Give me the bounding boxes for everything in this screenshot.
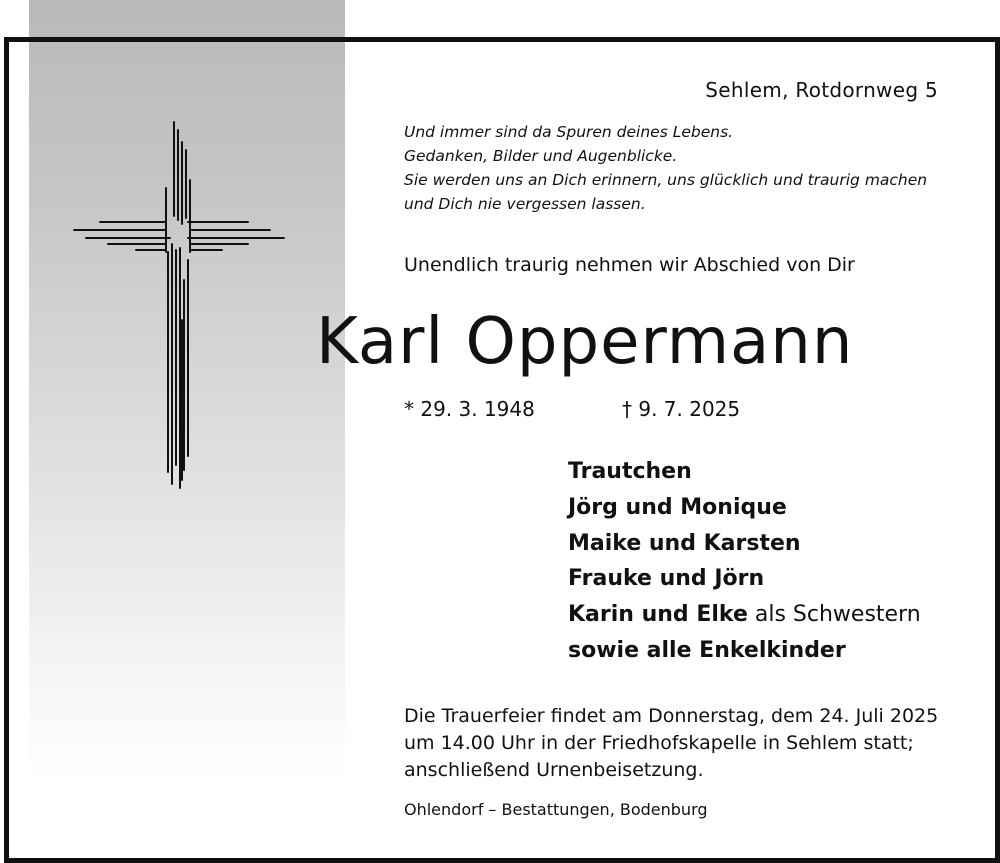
address: Sehlem, Rotdornweg 5 [705,78,938,102]
cross-icon [70,120,290,490]
service-line: Die Trauerfeier findet am Donnerstag, dem 24. Juli 2025 [404,705,939,727]
mourner-names: Karin und Elke [568,602,748,628]
service-details [404,703,938,784]
mourner-row [568,526,921,562]
mourner-relation: als Schwestern [747,602,921,628]
verse-line: Sie werden uns an Dich erinnern, uns glücklich und traurig machen [404,171,928,189]
mourners-list [568,454,921,669]
mourner-names: Maike und Karsten [568,530,801,556]
service-line: anschließend Urnenbeisetzung. [404,759,704,781]
mourner-names: Frauke und Jörn [568,566,765,592]
birth-date: * 29. 3. 1948 [404,397,535,421]
service-line: um 14.00 Uhr in der Friedhofskapelle in Sehlem statt; [404,732,914,754]
verse-line: Gedanken, Bilder und Augenblicke. [404,147,678,165]
mourner-row [568,597,921,633]
memorial-verse [404,120,927,216]
mourner-names: sowie alle Enkelkinder [568,637,846,663]
mourner-row [568,633,921,669]
death-date: † 9. 7. 2025 [622,397,741,421]
verse-line: Und immer sind da Spuren deines Lebens. [404,123,734,141]
funeral-home: Ohlendorf – Bestattungen, Bodenburg [404,800,708,819]
verse-line: und Dich nie vergessen lassen. [404,195,646,213]
mourner-row [568,454,921,490]
mourner-row [568,561,921,597]
deceased-name: Karl Oppermann [316,305,854,379]
mourner-row [568,490,921,526]
farewell-intro: Unendlich traurig nehmen wir Abschied von Dir [404,254,855,276]
mourner-names: Jörg und Monique [568,494,787,520]
mourner-names: Trautchen [568,459,692,484]
